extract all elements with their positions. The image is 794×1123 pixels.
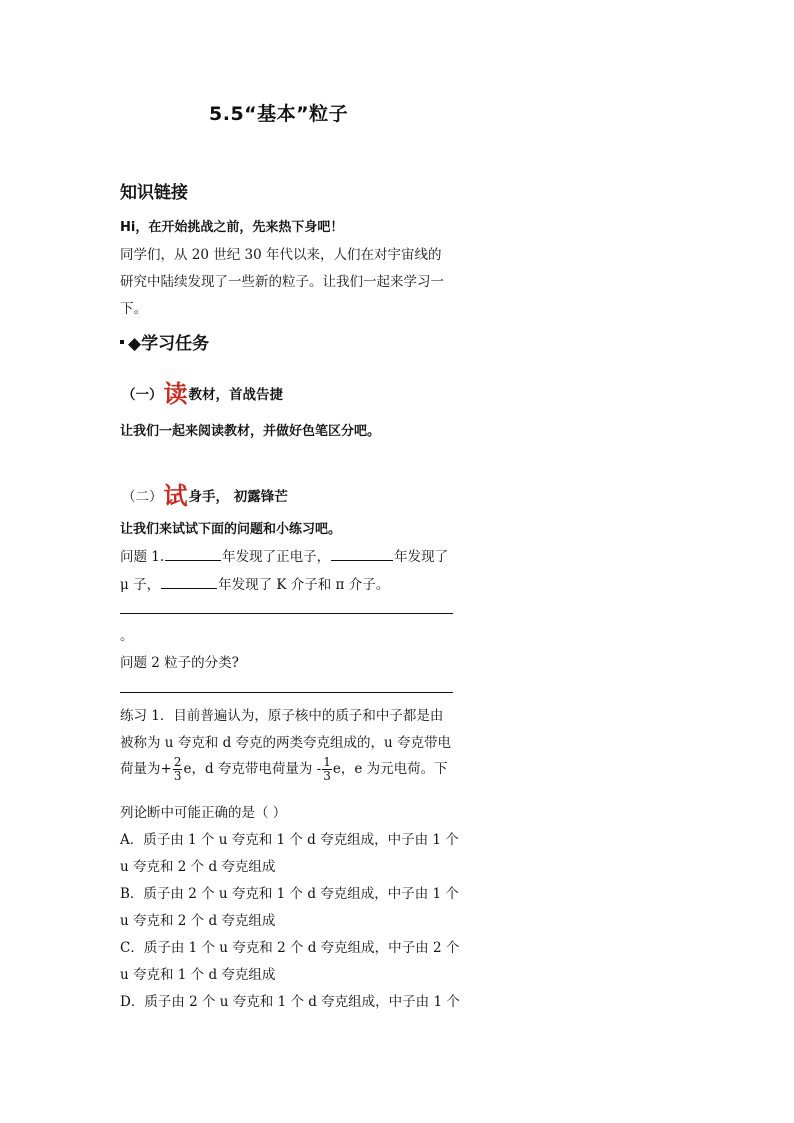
answer-blank[interactable]	[161, 576, 217, 589]
question-1-line-1	[120, 545, 448, 565]
option-a-line-2: u 夸克和 2 个 d 夸克组成	[120, 859, 276, 875]
question-2-label: 问题 2 粒子的分类?	[120, 655, 239, 671]
fraction-numerator: 2	[173, 755, 182, 769]
answer-line[interactable]	[120, 613, 453, 614]
page-title: 5.5“基本”粒子	[209, 103, 349, 125]
option-b-line-2: u 夸克和 2 个 d 夸克组成	[120, 913, 276, 929]
fraction-numerator: 1	[323, 755, 331, 769]
answer-blank[interactable]	[165, 548, 221, 561]
exercise-line: 练习 1．目前普遍认为，原子核中的质子和中子都是由	[120, 708, 444, 724]
try-suffix: 身手， 初露锋芒	[188, 489, 288, 505]
exercise-line: 被称为 u 夸克和 d 夸克的两类夸克组成的，u 夸克带电	[120, 735, 451, 751]
question-1-label: 问题 1.	[120, 549, 165, 565]
try-prefix: （二）	[122, 489, 163, 505]
exercise-line-with-fractions	[120, 756, 448, 783]
tasks-heading	[120, 329, 209, 354]
fraction-denominator: 3	[173, 769, 182, 783]
read-instruction: 让我们一起来阅读教材，并做好色笔区分吧。	[120, 424, 381, 439]
fraction-denominator: 3	[323, 769, 331, 783]
exercise-text: 荷量为+	[120, 761, 172, 777]
question-1-text: 年发现了	[394, 549, 449, 565]
question-1-end-mark: 。	[120, 628, 134, 644]
try-instruction: 让我们来试试下面的问题和小练习吧。	[120, 522, 342, 537]
question-1-line-2	[120, 573, 389, 593]
read-section-heading	[122, 374, 283, 409]
intro-text: Hi，在开始挑战之前，先来热下身吧！	[120, 220, 344, 235]
read-big-char: 读	[163, 379, 188, 408]
option-b-line-1: B．质子由 2 个 u 夸克和 1 个 d 夸克组成，中子由 1 个	[120, 886, 459, 902]
knowledge-heading: 知识链接	[120, 183, 188, 203]
paragraph-line: 同学们，从 20 世纪 30 年代以来，人们在对宇宙线的	[120, 247, 442, 263]
question-1-text: 年发现了正电子，	[222, 549, 331, 565]
tasks-heading-text: ◆学习任务	[128, 334, 210, 354]
read-prefix: （一）	[122, 387, 163, 403]
option-c-line-1: C．质子由 1 个 u 夸克和 2 个 d 夸克组成，中子由 2 个	[120, 940, 460, 956]
question-1-text: 年发现了 K 介子和 π 介子。	[218, 577, 390, 593]
fraction-one-third	[322, 756, 332, 783]
exercise-text: e，e 为元电荷。下	[332, 761, 448, 777]
option-c-line-2: u 夸克和 1 个 d 夸克组成	[120, 967, 276, 983]
fraction-sign: -	[316, 761, 322, 777]
square-bullet-icon	[120, 340, 124, 344]
fraction-two-thirds	[173, 756, 183, 783]
answer-line[interactable]	[120, 692, 453, 693]
try-section-heading	[122, 476, 288, 511]
read-suffix: 教材，首战告捷	[188, 387, 283, 403]
answer-blank[interactable]	[331, 548, 393, 561]
paragraph-line: 研究中陆续发现了一些新的粒子。让我们一起来学习一	[120, 274, 444, 290]
question-1-text: μ 子，	[120, 577, 161, 593]
option-a-line-1: A．质子由 1 个 u 夸克和 1 个 d 夸克组成，中子由 1 个	[120, 832, 459, 848]
paragraph-line: 下。	[120, 301, 147, 317]
try-big-char: 试	[163, 481, 188, 510]
option-d-line-1: D．质子由 2 个 u 夸克和 1 个 d 夸克组成，中子由 1 个	[120, 994, 460, 1010]
exercise-text: e，d 夸克带电荷量为	[183, 761, 317, 777]
exercise-line: 列论断中可能正确的是（ ）	[120, 805, 287, 821]
